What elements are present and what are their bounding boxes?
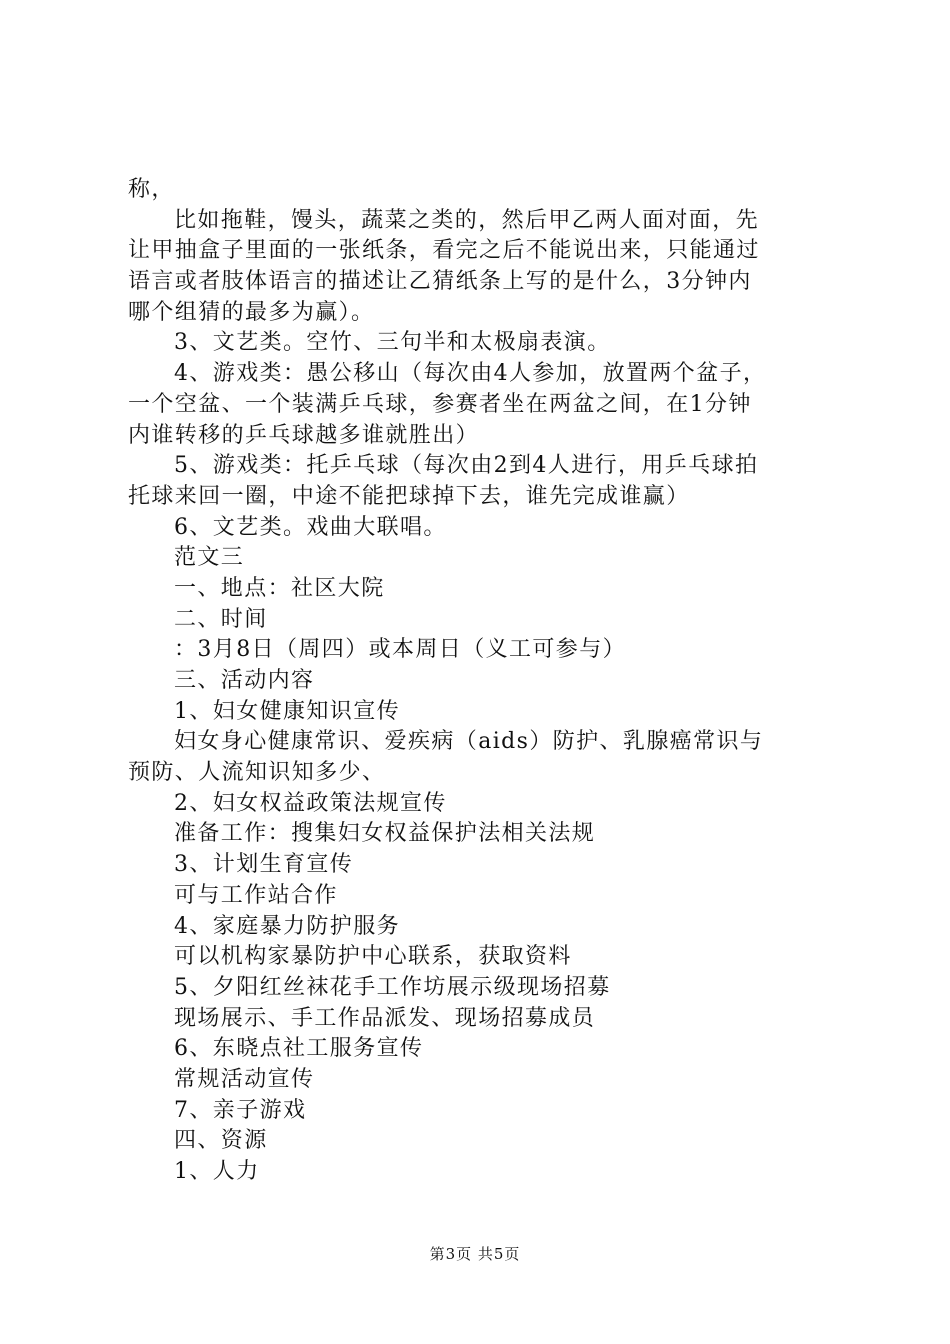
section-heading: 范文三 bbox=[174, 545, 245, 571]
text-line: 可与工作站合作 bbox=[174, 882, 338, 908]
text-line: 5、夕阳红丝袜花手工作坊展示级现场招募 bbox=[174, 974, 611, 1000]
text-line: 4、家庭暴力防护服务 bbox=[174, 913, 400, 939]
text-line: 1、人力 bbox=[174, 1159, 260, 1184]
text-line: 内谁转移的乒乓球越多谁就胜出） bbox=[128, 422, 480, 448]
text-line: 6、文艺类。戏曲大联唱。 bbox=[174, 514, 447, 540]
section-heading: 一、地点：社区大院 bbox=[174, 575, 385, 601]
text-line: 2、妇女权益政策法规宣传 bbox=[174, 790, 447, 816]
document-body bbox=[128, 175, 834, 1188]
text-line: 7、亲子游戏 bbox=[174, 1097, 307, 1123]
text-line: 让甲抽盒子里面的一张纸条，看完之后不能说出来，只能通过 bbox=[128, 238, 760, 264]
page-footer bbox=[0, 1244, 950, 1264]
text-line: 3、计划生育宣传 bbox=[174, 852, 354, 878]
text-line: 托球来回一圈，中途不能把球掉下去，谁先完成谁赢） bbox=[128, 483, 690, 509]
text-line: 妇女身心健康常识、爱疾病（aids）防护、乳腺癌常识与 bbox=[174, 729, 764, 755]
text-line: 4、游戏类：愚公移山（每次由4人参加，放置两个盆子， bbox=[174, 361, 767, 387]
text-line: 5、游戏类：托乒乓球（每次由2到4人进行，用乒乓球拍 bbox=[174, 453, 759, 479]
text-line: ：3月8日（周四）或本周日（义工可参与） bbox=[174, 637, 626, 663]
section-heading: 四、资源 bbox=[174, 1128, 268, 1154]
text-line: 语言或者肢体语言的描述让乙猜纸条上写的是什么，3分钟内 bbox=[128, 269, 752, 295]
text-line: 比如拖鞋，馒头，蔬菜之类的，然后甲乙两人面对面，先 bbox=[174, 207, 760, 233]
section-heading: 二、时间 bbox=[174, 606, 268, 632]
text-line: 常规活动宣传 bbox=[174, 1066, 315, 1092]
text-line: 3、文艺类。空竹、三句半和太极扇表演。 bbox=[174, 330, 611, 356]
text-line: 称， bbox=[128, 177, 175, 202]
text-line: 现场展示、手工作品派发、现场招募成员 bbox=[174, 1005, 596, 1031]
text-line: 准备工作：搜集妇女权益保护法相关法规 bbox=[174, 821, 596, 847]
text-line: 预防、人流知识知多少、 bbox=[128, 760, 386, 786]
section-heading: 三、活动内容 bbox=[174, 668, 315, 693]
text-line: 可以机构家暴防护中心联系，获取资料 bbox=[174, 944, 572, 970]
text-line: 哪个组猜的最多为赢）。 bbox=[128, 299, 375, 325]
text-line: 6、东晓点社工服务宣传 bbox=[174, 1036, 424, 1062]
text-line: 一个空盆、一个装满乒乓球，参赛者坐在两盆之间，在1分钟 bbox=[128, 391, 752, 417]
text-line: 1、妇女健康知识宣传 bbox=[174, 698, 400, 724]
page-number: 第3页 共5页 bbox=[429, 1245, 521, 1263]
